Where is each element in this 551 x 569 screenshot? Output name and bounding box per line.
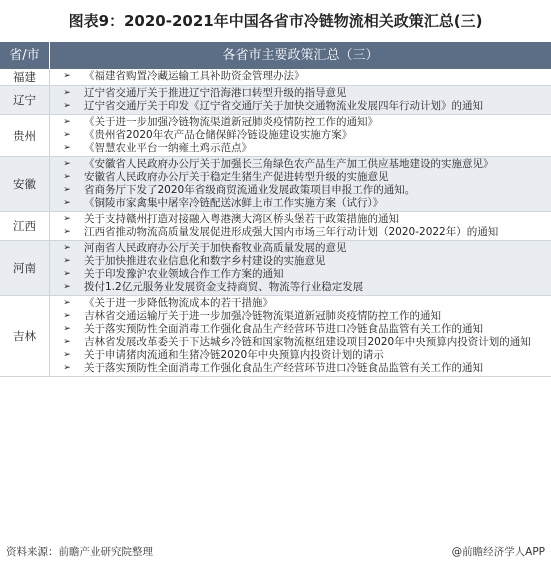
- table-header: [0, 42, 551, 69]
- policy-text: 《福建省购置冷藏运输工具补助资金管理办法》: [84, 70, 305, 82]
- policy-list: [50, 296, 551, 376]
- policy-list: [50, 69, 551, 85]
- arrow-bullet-icon: ➢: [63, 282, 71, 292]
- list-item: [50, 310, 547, 323]
- province-cell: 辽宁: [0, 86, 50, 114]
- arrow-bullet-icon: ➢: [63, 71, 71, 81]
- table-row: [0, 296, 551, 377]
- list-item: [50, 362, 547, 375]
- source-note: 资料来源：前瞻产业研究院整理: [6, 546, 153, 558]
- policy-text: 关于申请猪肉流通和生猪冷链2020年中央预算内投资计划的请示: [84, 349, 384, 361]
- policy-text: 《关于进一步加强冷链物流渠道新冠肺炎疫情防控工作的通知》: [84, 116, 378, 128]
- arrow-bullet-icon: ➢: [63, 243, 71, 253]
- province-cell: 河南: [0, 241, 50, 295]
- table-row: [0, 212, 551, 241]
- policy-list: [50, 157, 551, 211]
- list-item: [50, 349, 547, 362]
- list-item: [50, 70, 547, 83]
- arrow-bullet-icon: ➢: [63, 256, 71, 266]
- arrow-bullet-icon: ➢: [63, 159, 71, 169]
- list-item: [50, 255, 547, 268]
- policy-text: 《关于进一步降低物流成本的若干措施》: [84, 297, 273, 309]
- province-cell: 江西: [0, 212, 50, 240]
- arrow-bullet-icon: ➢: [63, 363, 71, 373]
- list-item: [50, 184, 547, 197]
- list-item: [50, 142, 547, 155]
- policy-text: 江西省推动物流高质量发展促进形成强大国内市场三年行动计划（2020-2022年）的通知: [84, 226, 499, 238]
- list-item: [50, 116, 547, 129]
- table-row: [0, 241, 551, 296]
- policy-text: 河南省人民政府办公厅关于加快畜牧业高质量发展的意见: [84, 242, 347, 254]
- arrow-bullet-icon: ➢: [63, 324, 71, 334]
- arrow-bullet-icon: ➢: [63, 130, 71, 140]
- policy-text: 关于加快推进农业信息化和数字乡村建设的实施意见: [84, 255, 326, 267]
- policy-text: 《贵州省2020年农产品仓储保鲜冷链设施建设实施方案》: [84, 129, 353, 141]
- policy-text: 关于印发豫沪农业领域合作工作方案的通知: [84, 268, 284, 280]
- table-row: [0, 115, 551, 157]
- list-item: [50, 281, 547, 294]
- policy-text: 《铜陵市家禽集中屠宰冷链配送冰鲜上市工作实施方案（试行）》: [84, 197, 384, 209]
- list-item: [50, 100, 547, 113]
- policy-list: [50, 115, 551, 156]
- arrow-bullet-icon: ➢: [63, 311, 71, 321]
- list-item: [50, 197, 547, 210]
- list-item: [50, 336, 547, 349]
- list-item: [50, 158, 547, 171]
- table-row: [0, 69, 551, 86]
- policy-text: 关于落实预防性全面消毒工作强化食品生产经营环节进口冷链食品监管有关工作的通知: [84, 323, 483, 335]
- list-item: [50, 226, 547, 239]
- arrow-bullet-icon: ➢: [63, 143, 71, 153]
- table-row: [0, 86, 551, 115]
- list-item: [50, 242, 547, 255]
- province-cell: 安徽: [0, 157, 50, 211]
- arrow-bullet-icon: ➢: [63, 88, 71, 98]
- chart-title: 图表9：2020-2021年中国各省市冷链物流相关政策汇总(三): [68, 12, 483, 30]
- header-policies: 各省市主要政策汇总（三）: [222, 48, 379, 63]
- arrow-bullet-icon: ➢: [63, 214, 71, 224]
- list-item: [50, 297, 547, 310]
- arrow-bullet-icon: ➢: [63, 101, 71, 111]
- policy-text: 《安徽省人民政府办公厅关于加强长三角绿色农产品生产加工供应基地建设的实施意见》: [84, 158, 494, 170]
- policy-text: 拨付1.2亿元服务业发展资金支持商贸、物流等行业稳定发展: [84, 281, 364, 293]
- province-cell: 吉林: [0, 296, 50, 376]
- arrow-bullet-icon: ➢: [63, 117, 71, 127]
- table-body: [0, 69, 551, 377]
- arrow-bullet-icon: ➢: [63, 350, 71, 360]
- province-cell: 福建: [0, 69, 50, 85]
- policy-text: 关于支持赣州打造对接融入粤港澳大湾区桥头堡若干政策措施的通知: [84, 213, 399, 225]
- arrow-bullet-icon: ➢: [63, 198, 71, 208]
- arrow-bullet-icon: ➢: [63, 185, 71, 195]
- policy-text: 安徽省人民政府办公厅关于稳定生猪生产促进转型升级的实施意见: [84, 171, 389, 183]
- policy-text: 《智慧农业平台一纳雍土鸡示范点》: [84, 142, 252, 154]
- list-item: [50, 213, 547, 226]
- brand-credit: @前瞻经济学人APP: [451, 546, 545, 558]
- arrow-bullet-icon: ➢: [63, 337, 71, 347]
- province-cell: 贵州: [0, 115, 50, 156]
- table-row: [0, 157, 551, 212]
- arrow-bullet-icon: ➢: [63, 269, 71, 279]
- list-item: [50, 129, 547, 142]
- arrow-bullet-icon: ➢: [63, 172, 71, 182]
- list-item: [50, 268, 547, 281]
- policy-text: 吉林省发展改革委关于下达城乡冷链和国家物流枢纽建设项目2020年中央预算内投资计划的通知: [84, 336, 531, 348]
- policy-text: 辽宁省交通厅关于印发《辽宁省交通厅关于加快交通物流业发展四年行动计划》的通知: [84, 100, 483, 112]
- policy-table: [0, 42, 551, 377]
- list-item: [50, 323, 547, 336]
- arrow-bullet-icon: ➢: [63, 227, 71, 237]
- policy-list: [50, 212, 551, 240]
- footer: [0, 542, 551, 562]
- policy-text: 辽宁省交通厅关于推进辽宁沿海港口转型升级的指导意见: [84, 87, 347, 99]
- policy-list: [50, 241, 551, 295]
- policy-text: 关于落实预防性全面消毒工作强化食品生产经营环节进口冷链食品监管有关工作的通知: [84, 362, 483, 374]
- policy-text: 吉林省交通运输厅关于进一步加强冷链物流渠道新冠肺炎疫情防控工作的通知: [84, 310, 441, 322]
- list-item: [50, 87, 547, 100]
- arrow-bullet-icon: ➢: [63, 298, 71, 308]
- policy-text: 省商务厅下发了2020年省级商贸流通业发展政策项目申报工作的通知。: [84, 184, 416, 196]
- policy-list: [50, 86, 551, 114]
- header-province: 省/市: [0, 42, 50, 69]
- list-item: [50, 171, 547, 184]
